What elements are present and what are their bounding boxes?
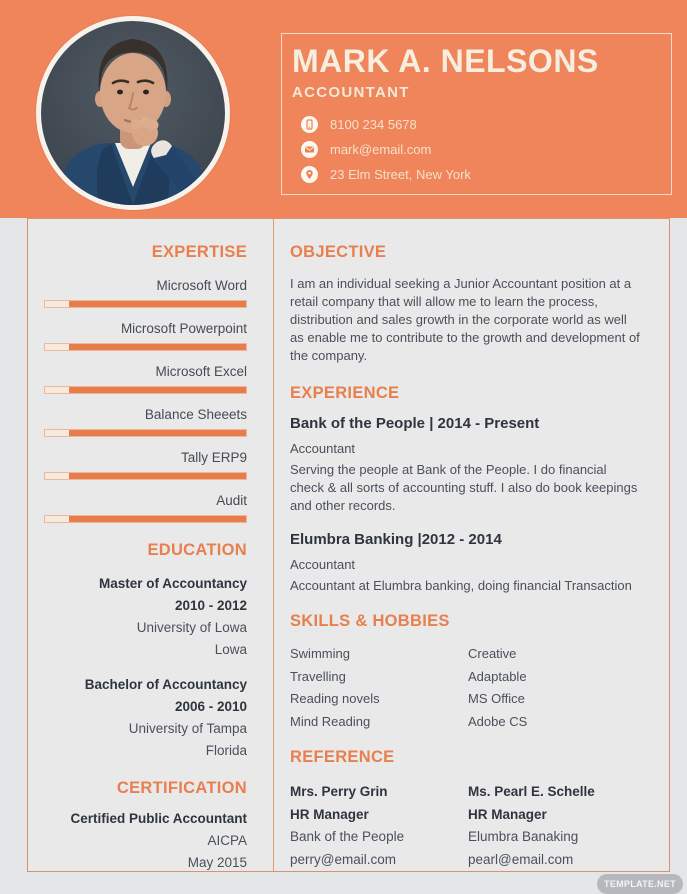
job-description: Accountant at Elumbra banking, doing financial Transaction [290,578,632,593]
education-heading: EDUCATION [147,541,247,559]
job-role: Accountant [290,557,356,572]
reference-person [290,781,468,871]
skill-bar-fill [69,429,246,437]
job-title-line: Elumbra Banking |2012 - 2014 [290,531,502,548]
expertise-list [44,278,247,523]
school: University of Lowa [136,620,247,635]
hobby-item: Reading novels [290,691,380,706]
skills-hobbies-col2 [468,643,527,733]
skill-item-text: Adaptable [468,668,527,684]
hobby-item: Mind Reading [290,713,371,729]
experience-heading: EXPERIENCE [290,384,400,402]
contact-phone [292,116,671,133]
reference-person [468,781,595,871]
skill-label: Audit [216,493,247,508]
email-address: mark@email.com [330,141,432,157]
skill-item [44,407,247,437]
profile-photo [36,16,230,210]
skill-item [44,278,247,308]
reference-role: HR Manager [468,806,547,822]
school: University of Tampa [128,721,247,736]
reference-heading: REFERENCE [290,748,395,766]
candidate-name: MARK A. NELSONS [292,43,599,79]
reference-company: Elumbra Banaking [468,829,579,844]
portrait-illustration [41,21,225,205]
degree-years: 2006 - 2010 [174,699,247,714]
education-entry [44,573,247,661]
skill-label: Tally ERP9 [180,450,247,465]
location-icon [301,166,318,183]
skill-bar [44,343,247,351]
skill-item [44,450,247,480]
certification-heading: CERTIFICATION [116,779,247,797]
skill-bar [44,472,247,480]
skill-bar-fill [69,386,246,394]
skill-item-text: Creative [468,646,517,661]
school-location: Lowa [214,642,247,657]
phone-number: 8100 234 5678 [330,116,417,132]
degree-years: 2010 - 2012 [174,598,247,613]
skill-bar-fill [69,300,246,308]
certification-name: Certified Public Accountant [70,811,247,826]
reference-email: pearl@email.com [468,851,574,867]
skill-item-text: MS Office [468,691,525,706]
expertise-heading: EXPERTISE [151,243,247,261]
skill-label: Microsoft Word [156,278,247,293]
skill-label: Balance Sheeets [144,407,247,422]
reference-name: Ms. Pearl E. Schelle [468,784,595,799]
reference-name: Mrs. Perry Grin [290,784,388,799]
skills-hobbies-col1 [290,643,468,733]
skill-label: Microsoft Excel [155,364,247,379]
skill-bar [44,386,247,394]
skills-hobbies-heading: SKILLS & HOBBIES [290,612,450,630]
email-icon [301,141,318,158]
skill-item [44,321,247,351]
education-entry [44,674,247,762]
reference-role: HR Manager [290,806,369,822]
skill-item [44,364,247,394]
job-title-line: Bank of the People | 2014 - Present [290,415,540,432]
certification-date: May 2015 [187,855,247,870]
contact-address [292,166,671,183]
degree: Bachelor of Accountancy [84,677,247,692]
job-role: Accountant [290,441,356,456]
school-location: Florida [205,743,247,758]
hobby-item: Swimming [290,646,350,661]
reference-email: perry@email.com [290,851,396,867]
skill-bar-fill [69,472,246,480]
hobby-item: Travelling [290,668,346,684]
certification-entry [44,808,247,874]
reference-company: Bank of the People [290,829,405,844]
reference-grid [290,781,642,871]
left-column [28,219,274,871]
job-entry [290,531,642,595]
header-band [0,0,687,218]
contact-email [292,141,671,158]
content-panel [27,218,670,872]
skill-bar [44,515,247,523]
skill-bar-fill [69,515,246,523]
skills-hobbies-grid [290,643,642,733]
contact-list [292,116,671,183]
skill-bar [44,300,247,308]
candidate-job-title: ACCOUNTANT [292,83,410,101]
skill-bar [44,429,247,437]
template-watermark: TEMPLATE.NET [597,874,683,894]
skill-item-text: Adobe CS [468,713,528,729]
skill-label: Microsoft Powerpoint [120,321,247,336]
skill-item [44,493,247,523]
degree: Master of Accountancy [98,576,247,591]
street-address: 23 Elm Street, New York [330,166,471,182]
certification-issuer: AICPA [207,833,247,848]
job-description: Serving the people at Bank of the People. I do financial check & all sorts of accounting stuff. I also do book keepings and other records. [290,462,638,513]
objective-heading: OBJECTIVE [290,243,387,261]
objective-text: I am an individual seeking a Junior Accountant position at a retail company that will allow me to learn the process, distribution and sales growth in the corporate world as well as enable me to contribute to the growth and development of the company. [290,276,640,363]
phone-icon [301,116,318,133]
job-entry [290,415,642,515]
right-column [274,219,672,871]
header-info-box [281,33,672,195]
skill-bar-fill [69,343,246,351]
